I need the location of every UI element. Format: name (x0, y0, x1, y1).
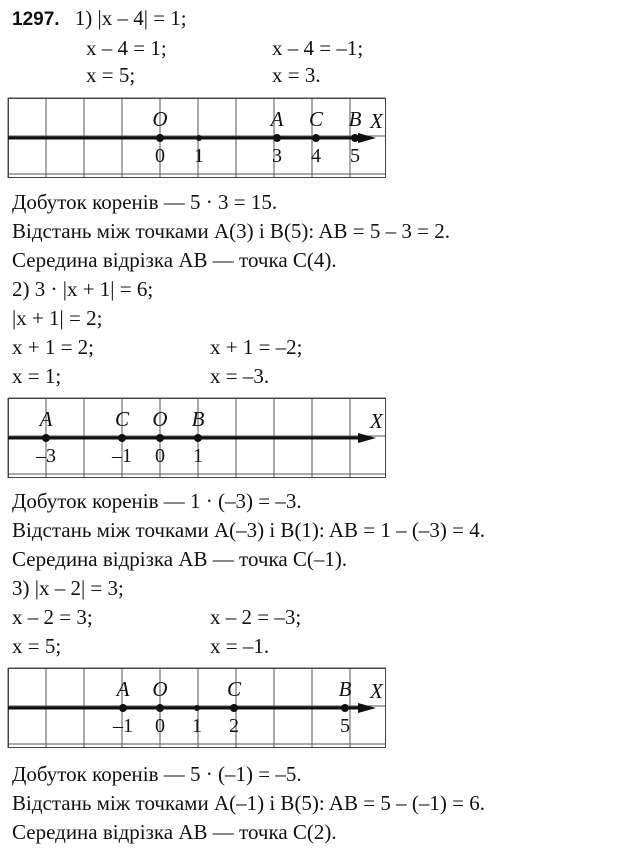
point-label: B (338, 677, 352, 701)
tick-label: 5 (340, 715, 350, 737)
tick-marker (120, 705, 126, 711)
part-3-step-1a: x – 2 = 3; (12, 605, 93, 629)
tick-marker (157, 135, 163, 141)
point-label: C (308, 107, 324, 131)
axis-label: X (370, 109, 383, 133)
tick-label: 1 (192, 715, 202, 737)
number-line-2 (8, 398, 386, 478)
tick-label: 2 (229, 715, 239, 737)
part-2-distance: Відстань між точками A(–3) і B(1): AB = 1 – (–3) = 4. (12, 518, 485, 542)
axis-label: X (370, 679, 383, 703)
part-1-step-1a: x – 4 = 1; (86, 36, 167, 60)
tick-label: 0 (155, 145, 165, 167)
part-3-midpoint: Середина відрізка AB — точка C(2). (12, 820, 337, 844)
part-3-step-2a: x = 5; (12, 634, 62, 658)
part-3-step-1b: x – 2 = –3; (210, 605, 302, 629)
point-label: O (152, 107, 168, 131)
tick-marker (194, 705, 200, 711)
point-label: A (39, 407, 53, 431)
point-label: O (152, 677, 168, 701)
part-1-midpoint: Середина відрізка AB — точка C(4). (12, 248, 337, 272)
point-label: O (152, 407, 168, 431)
tick-marker (119, 435, 125, 441)
axis-arrow-icon (358, 133, 376, 143)
tick-label: 3 (272, 145, 282, 167)
axis-label: X (370, 409, 383, 433)
part-3-product: Добуток коренів — 5 · (–1) = –5. (12, 762, 302, 786)
tick-label: –1 (112, 445, 132, 467)
tick-marker (274, 135, 280, 141)
point-label: C (226, 677, 242, 701)
tick-label: 0 (155, 715, 165, 737)
part-2-product: Добуток коренів — 1 · (–3) = –3. (12, 489, 302, 513)
tick-marker (231, 705, 237, 711)
tick-label: 1 (193, 445, 203, 467)
tick-marker (313, 135, 319, 141)
part-3-equation: 3) |x – 2| = 3; (12, 576, 124, 600)
problem-number: 1297. (12, 9, 60, 30)
axis-arrow-icon (358, 433, 376, 443)
point-label: A (116, 677, 130, 701)
tick-label: 5 (350, 145, 360, 167)
tick-label: 0 (155, 445, 165, 467)
part-2-step-1b: x + 1 = –2; (210, 335, 303, 359)
part-2-equation: 2) 3 · |x + 1| = 6; (12, 277, 154, 301)
part-3-step-2b: x = –1. (210, 634, 270, 658)
tick-marker (43, 435, 49, 441)
problem-heading (12, 6, 187, 32)
part-1-step-2b: x = 3. (272, 63, 321, 87)
part-2-midpoint: Середина відрізка AB — точка C(–1). (12, 547, 348, 571)
part-1-distance: Відстань між точками A(3) і B(5): AB = 5 – 3 = 2. (12, 219, 450, 243)
part-1-step-2a: x = 5; (86, 63, 136, 87)
part-3-distance: Відстань між точками A(–1) і B(5): AB = 5 – (–1) = 6. (12, 791, 485, 815)
point-label: B (191, 407, 205, 431)
point-label: C (114, 407, 130, 431)
part-1-step-1b: x – 4 = –1; (272, 36, 364, 60)
tick-marker (196, 135, 202, 141)
tick-label: –1 (113, 715, 133, 737)
part-2-step-2b: x = –3. (210, 364, 270, 388)
axis-arrow-icon (358, 703, 376, 713)
tick-marker (157, 435, 163, 441)
part-1-equation: 1) |x – 4| = 1; (74, 6, 187, 30)
number-line-3 (8, 668, 386, 748)
tick-marker (157, 705, 163, 711)
point-label: A (270, 107, 284, 131)
tick-marker (195, 435, 201, 441)
tick-label: 1 (194, 145, 204, 167)
part-2-pre-step: |x + 1| = 2; (12, 306, 103, 330)
tick-marker (342, 705, 348, 711)
part-2-step-2a: x = 1; (12, 364, 62, 388)
tick-label: 4 (311, 145, 321, 167)
number-line-1 (8, 98, 386, 178)
point-label: B (348, 107, 362, 131)
tick-label: –3 (36, 445, 56, 467)
part-2-step-1a: x + 1 = 2; (12, 335, 95, 359)
part-1-product: Добуток коренів — 5 · 3 = 15. (12, 190, 278, 214)
tick-marker (352, 135, 358, 141)
